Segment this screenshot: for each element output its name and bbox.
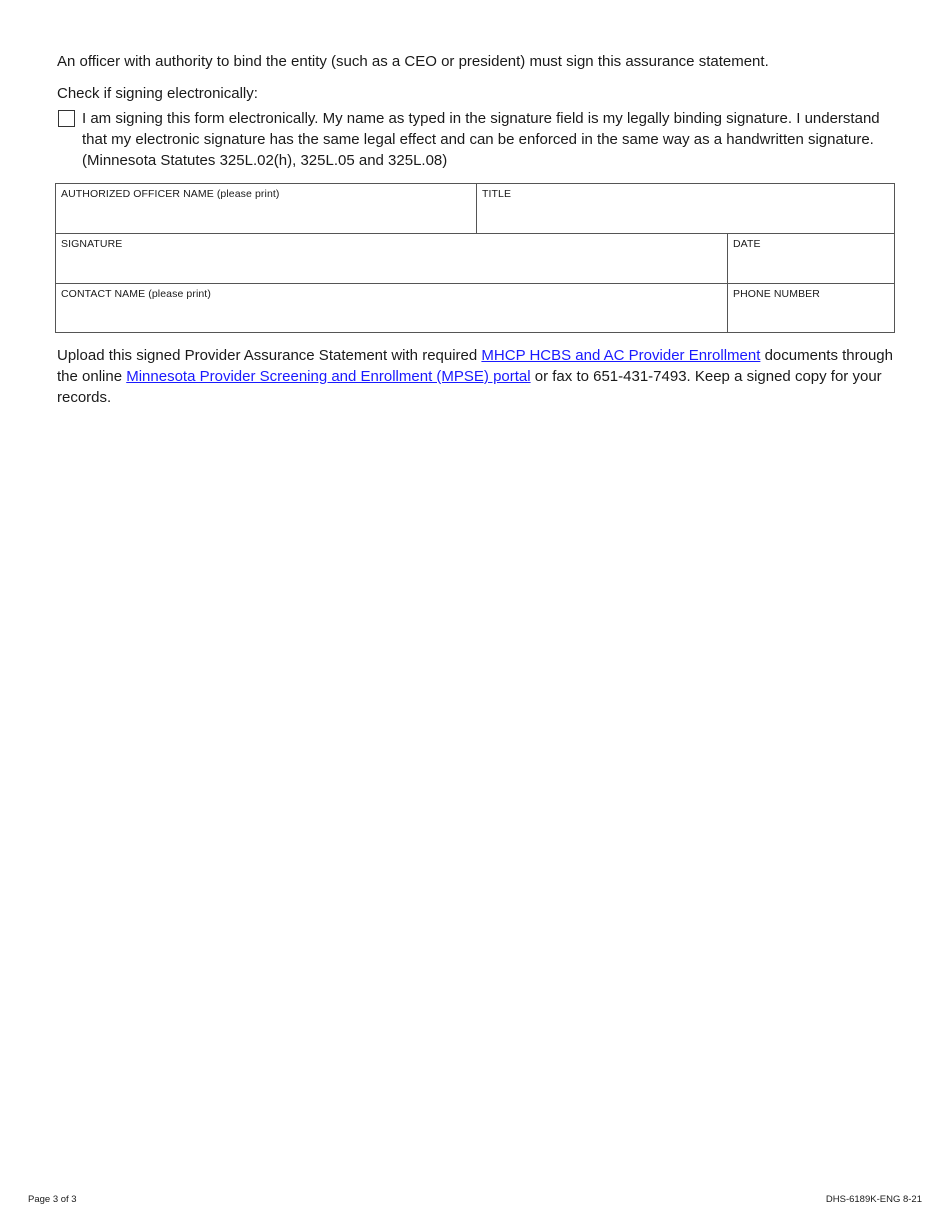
phone-number-field[interactable] (727, 284, 894, 332)
electronic-signing-statement: I am signing this form electronically. My name as typed in the signature field is my legally binding signature. I understand that my electronic signature has the same legal effect and can be enforced in the same way as a handwritten signature. (Minnesota Statutes 325L.02(h), 325L.05 and 325L.08) (82, 110, 880, 169)
contact-name-label: CONTACT NAME (please print) (61, 288, 211, 300)
upload-instructions (57, 345, 907, 408)
signature-table-row (56, 284, 894, 332)
enrollment-link[interactable]: MHCP HCBS and AC Provider Enrollment (481, 347, 761, 364)
title-field[interactable] (476, 184, 894, 233)
upload-text-part2: documents through the online (57, 347, 893, 385)
officer-name-label: AUTHORIZED OFFICER NAME (please print) (61, 188, 280, 200)
signature-field[interactable] (56, 234, 727, 283)
phone-number-label: PHONE NUMBER (733, 288, 820, 300)
date-label: DATE (733, 238, 761, 250)
upload-text-part3: or fax to 651-431-7493. Keep a signed copy for your records. (57, 368, 882, 406)
title-label: TITLE (482, 188, 512, 200)
electronic-signing-checkbox[interactable] (58, 110, 75, 127)
date-field[interactable] (727, 234, 894, 283)
intro-text: An officer with authority to bind the entity (such as a CEO or president) must sign this assurance statement. (57, 53, 769, 70)
signature-table-row (56, 184, 894, 234)
upload-text-part1: Upload this signed Provider Assurance Statement with required (57, 347, 482, 364)
mpse-portal-link[interactable]: Minnesota Provider Screening and Enrollment (MPSE) portal (126, 368, 531, 385)
page-number: Page 3 of 3 (28, 1194, 77, 1205)
form-id: DHS-6189K-ENG 8-21 (825, 1194, 922, 1205)
contact-name-field[interactable] (56, 284, 727, 332)
officer-name-field[interactable] (56, 184, 476, 233)
electronic-signing-heading: Check if signing electronically: (57, 85, 258, 102)
signature-table-row (56, 234, 894, 284)
signature-label: SIGNATURE (61, 238, 123, 250)
signature-table (55, 183, 895, 333)
